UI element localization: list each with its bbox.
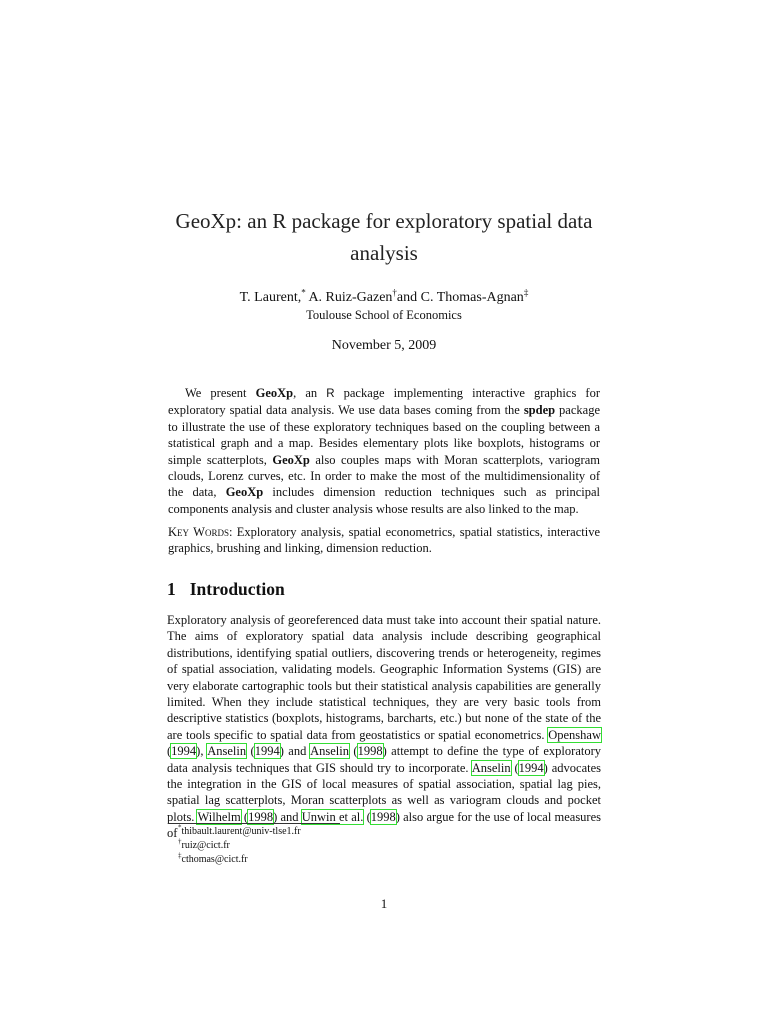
abstract-text: includes dimension reduction techniques such as principal components analysis and cluster analysis whose results are also linked to the map. [168,485,600,516]
author-laurent-mark: * [301,287,306,298]
footnote-item [178,825,478,839]
author-line [150,288,618,308]
abstract-package-name: GeoXp [255,386,294,400]
intro-text: and [283,744,311,759]
keywords-label: Key Words [168,525,229,539]
author-ruiz-gazen: A. Ruiz-Gazen [305,290,393,305]
citation-year-anselin-1994[interactable]: 1994 [254,744,280,759]
footnote-email: ruiz@cict.fr [181,840,230,851]
footnote-item [178,839,478,853]
paper-title: GeoXp: an R package for exploratory spatial data analysis [175,209,593,265]
intro-text: also argue for the use of local measures of [167,809,602,841]
affiliation: Toulouse School of Economics [306,308,462,322]
abstract-r-name: R [326,388,335,400]
abstract-text: package implementing interactive graphics for exploratory spatial data analysis. We use data bases coming from the [168,386,600,418]
citation-year-anselin-1998[interactable]: 1998 [357,744,383,759]
citation-link-unwin[interactable]: Unwin et al. [301,809,364,824]
citation-link-anselin-1994b[interactable]: Anselin [471,760,511,775]
introduction-paragraph: Exploratory analysis of georeferenced data must take into account their spatial nature. The aims of exploratory spatial data analysis include describing geographical distributions, identifying spatial outliers, discovering trends or heterogeneity, regimes of spatial association, validating models. Geographic Information Systems (GIS) are very elaborate cartographic tools but their statistical analysis capabilities are generally limited. When they include statistical techniques, they are very basic tools from descriptive statistics (boxplots, histograms, barcharts, etc.) but none of the state of the are tools specific to spatial data from geostatistics or spatial econometrics. Openshaw (1994), Anselin (1994) and Anselin (1998) attempt to define the type of exploratory data analysis techniques that GIS should try to incorporate. Anselin (1994) advocates the integration in the GIS of local measures of spatial association, spatial lag pies, spatial lag scatterplots, Moran scatterplots as well as variogram clouds and pocket plots. Wilhelm (1998) and Unwin et al. (1998) also argue for the use of local measures of [167,613,602,841]
keywords [168,524,600,557]
citation-year-anselin-1994b[interactable]: 1994 [518,760,544,775]
footnotes [178,825,478,867]
citation-link-wilhelm[interactable]: Wilhelm [197,809,241,824]
intro-text: , [200,744,208,759]
citation-link-anselin-1994[interactable]: Anselin [207,744,247,759]
abstract-package-name: GeoXp [225,485,264,500]
section-heading [167,578,601,600]
footnote-mark: ‡ [178,851,182,860]
intro-text: Exploratory analysis of georeferenced data must take into account their spatial nature. The aims of exploratory spatial data analysis include describing geographical distributions, identifying spatial outliers, discovering trends or heterogeneity, regimes of spatial association, validating models. Geographic Information Systems (GIS) are very elaborate cartographic tools but their statistical analysis capabilities are generally limited. When they include statistical techniques, they are very basic tools from descriptive statistics (boxplots, histograms, barcharts, etc.) but none of the state of the are tools specific to spatial data from geostatistics or spatial econometrics. [167,613,601,742]
citation-link-anselin-1998[interactable]: Anselin [310,744,349,759]
abstract [168,385,600,517]
keywords-text: : Exploratory analysis, spatial econometrics, spatial statistics, interactive graphics, brushing and linking, dimension reduction. [168,525,600,556]
citation-year-wilhelm[interactable]: 1998 [248,809,274,824]
footnote-mark: † [178,837,182,846]
abstract-text: also couples maps with Moran scatterplots, variogram clouds, Lorenz curves, etc. In order to make the most of the multidimensionality of the data, [168,452,600,500]
paper-date: November 5, 2009 [331,338,437,353]
abstract-text: We present [185,386,256,400]
citation-year-unwin[interactable]: 1998 [370,809,396,824]
intro-text: attempt to define the type of exploratory data analysis techniques that GIS should try to incorporate. [167,744,602,775]
author-thomas-agnan: and C. Thomas-Agnan [396,290,524,305]
abstract-text: , an [293,386,327,400]
footnote-email: cthomas@cict.fr [181,854,248,865]
footnote-mark: * [178,823,182,832]
intro-text: and [277,809,302,824]
abstract-text: package to illustrate the use of these exploratory techniques based on the coupling between a statistical graph and a map. Besides elementary plots like boxplots, histograms or simple scatterplots, [168,403,600,467]
abstract-package-name: GeoXp [272,452,310,467]
section-title: Introduction [189,579,285,599]
author-thomas-agnan-mark: ‡ [523,287,529,298]
author-laurent: T. Laurent, [239,290,302,305]
citation-year-openshaw[interactable]: 1994 [171,744,197,759]
intro-text: advocates the integration in the GIS of local measures of spatial association, spatial lag pies, spatial lag scatterplots, Moran scatterplots as well as variogram clouds and pocket plots. [167,760,602,824]
section-number: 1 [167,579,176,599]
footnote-item [178,853,478,867]
footnote-divider [168,823,340,824]
footnote-email: thibault.laurent@univ-tlse1.fr [181,826,301,837]
page-number: 1 [380,896,388,911]
author-ruiz-gazen-mark: † [392,287,397,298]
citation-link-openshaw[interactable]: Openshaw [548,727,601,742]
abstract-spdep-name: spdep [523,403,556,418]
